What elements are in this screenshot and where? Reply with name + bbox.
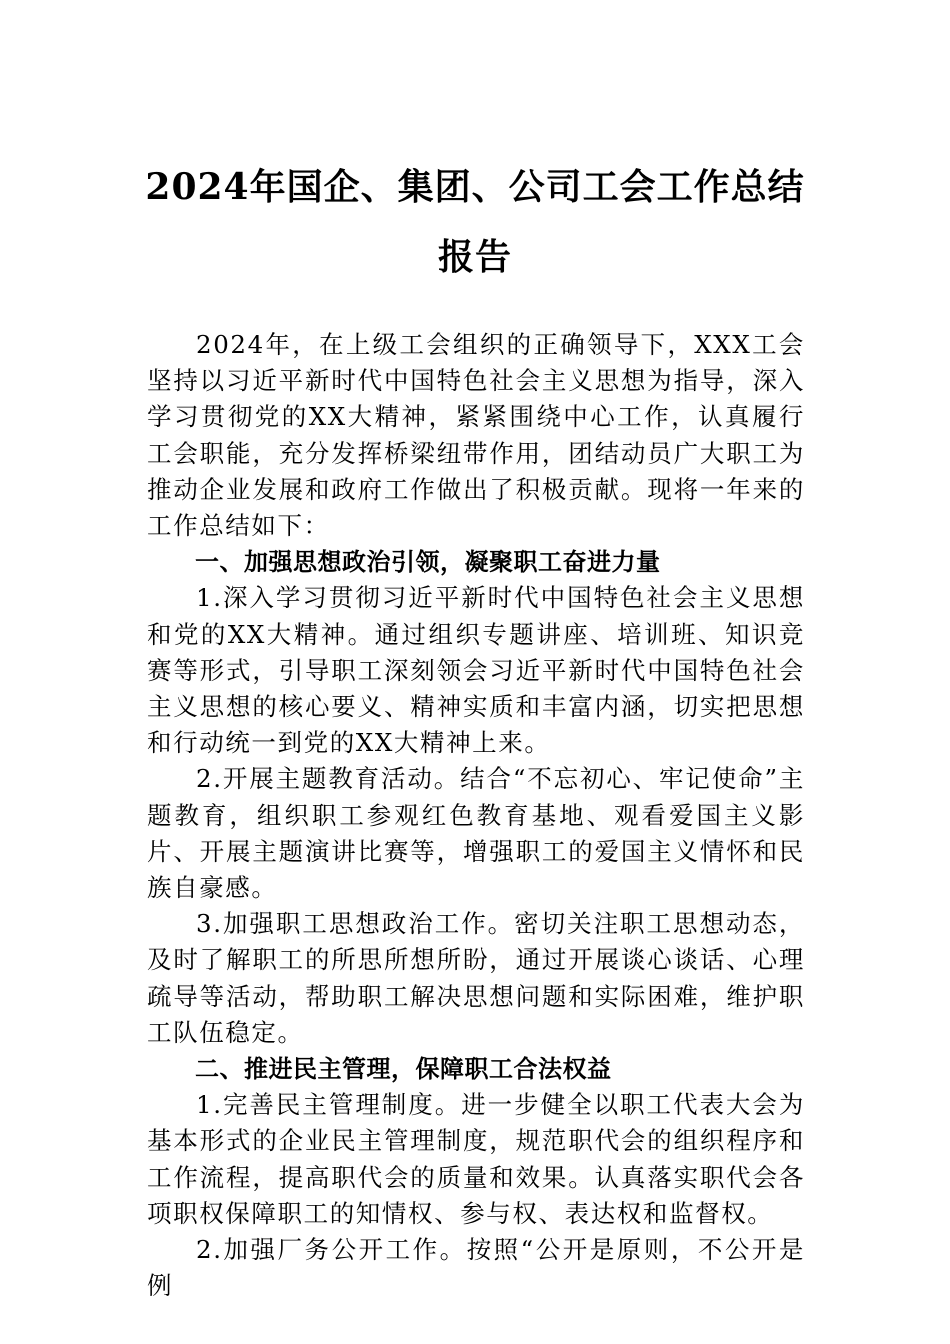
section-2-paragraph-1: 1.完善民主管理制度。进一步健全以职工代表大会为基本形式的企业民主管理制度，规范职代会的组织程序和工作流程，提高职代会的质量和效果。认真落实职代会各项职权保障职工的知情权、参与权、表达权和监督权。 bbox=[147, 1090, 805, 1228]
section-1-paragraph-1: 1.深入学习贯彻习近平新时代中国特色社会主义思想和党的XX大精神。通过组织专题讲座、培训班、知识竞赛等形式，引导职工深刻领会习近平新时代中国特色社会主义思想的核心要义、精神实质和丰富内涵，切实把思想和行动统一到党的XX大精神上来。 bbox=[147, 583, 805, 758]
section-2-paragraph-2: 2.加强厂务公开工作。按照“公开是原则，不公开是例 bbox=[147, 1235, 805, 1301]
document-body bbox=[147, 327, 805, 1304]
section-1-heading: 一、加强思想政治引领，凝聚职工奋进力量 bbox=[195, 548, 661, 577]
section-1-paragraph-2: 2.开展主题教育活动。结合“不忘初心、牢记使命”主题教育，组织职工参观红色教育基地、观看爱国主义影片、开展主题演讲比赛等，增强职工的爱国主义情怀和民族自豪感。 bbox=[147, 764, 805, 903]
intro-paragraph: 2024年，在上级工会组织的正确领导下，XXX工会坚持以习近平新时代中国特色社会主义思想为指导，深入学习贯彻党的XX大精神，紧紧围绕中心工作，认真履行工会职能，充分发挥桥梁纽带作用，团结动员广大职工为推动企业发展和政府工作做出了积极贡献。现将一年来的工作总结如下： bbox=[147, 330, 805, 541]
section-2-heading: 二、推进民主管理，保障职工合法权益 bbox=[195, 1055, 612, 1084]
section-1-paragraph-3: 3.加强职工思想政治工作。密切关注职工思想动态，及时了解职工的所思所想所盼，通过开展谈心谈话、心理疏导等活动，帮助职工解决思想问题和实际困难，维护职工队伍稳定。 bbox=[147, 909, 805, 1047]
document-title: 2024年国企、集团、公司工会工作总结报告 bbox=[145, 166, 805, 278]
